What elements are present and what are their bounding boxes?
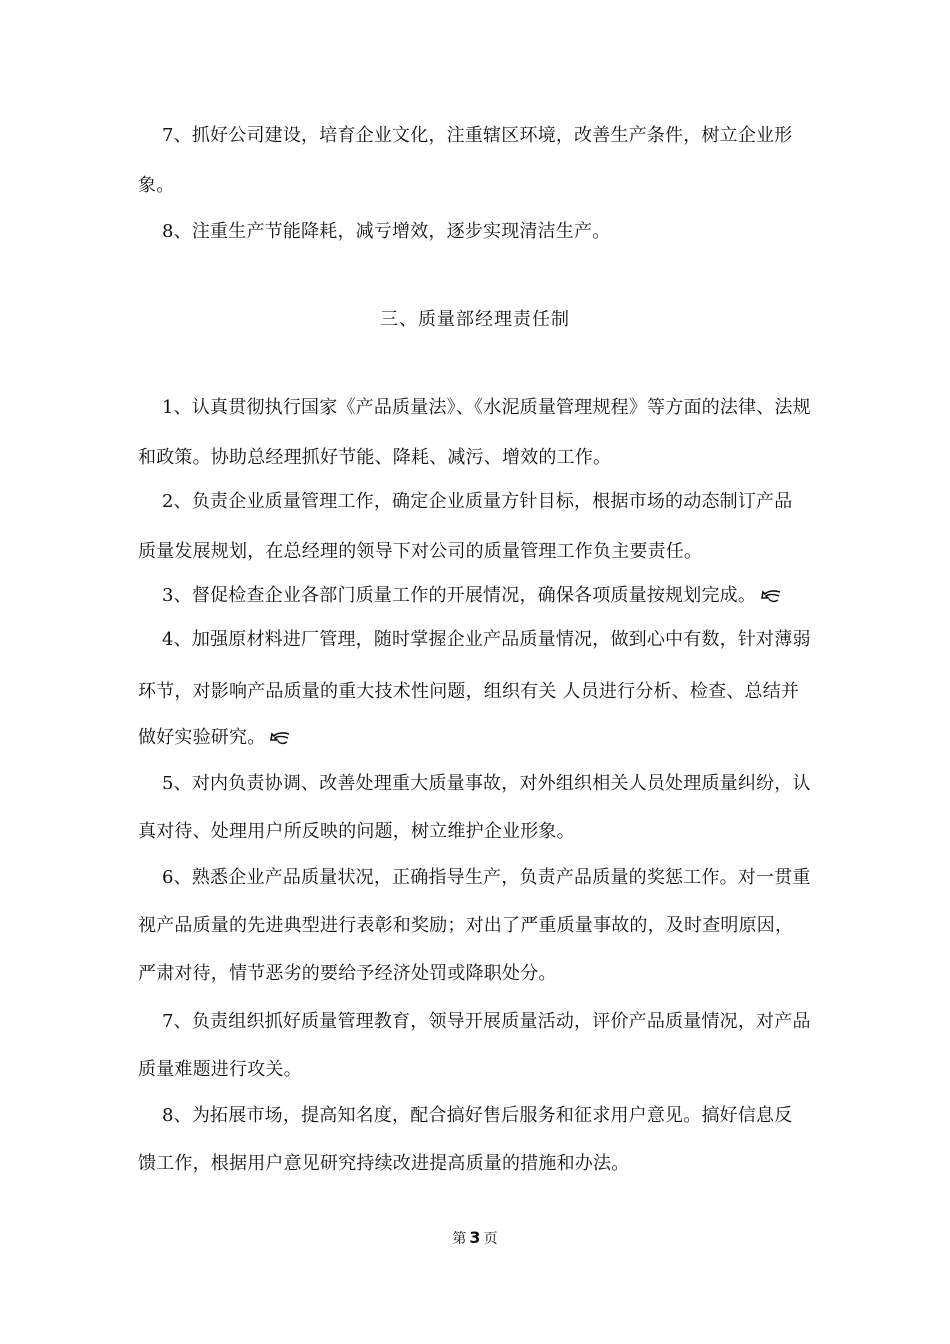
page-number [0, 1228, 950, 1249]
item-1-line-1: 1、认真贯彻执行国家《产品质量法》、《水泥质量管理规程》等方面的法律、法规 [162, 397, 811, 418]
item-4-line-3 [138, 726, 818, 750]
item-8-line-1: 8、为拓展市场，提高知名度，配合搞好售后服务和征求用户意见。搞好信息反 [162, 1105, 793, 1126]
return-arrow-icon [269, 731, 291, 745]
page-number-value: 3 [469, 1228, 481, 1247]
item-8-line-2: 馈工作，根据用户意见研究持续改进提高质量的措施和办法。 [138, 1153, 630, 1174]
paragraph-7-line-2: 象。 [138, 175, 175, 196]
item-4-line-1: 4、加强原材料进厂管理，随时掌握企业产品质量情况，做到心中有数，针对薄弱 [162, 629, 811, 650]
item-5-line-2: 真对待、处理用户所反映的问题，树立维护企业形象。 [138, 821, 575, 842]
section-heading: 三、质量部经理责任制 [380, 309, 570, 330]
page-number-suffix: 页 [483, 1231, 498, 1247]
item-3-line-1 [162, 584, 842, 608]
item-4-line-3-text: 做好实验研究。 [138, 727, 266, 748]
item-5-line-1: 5、对内负责协调、改善处理重大质量事故，对外组织相关人员处理质量纠纷，认 [162, 773, 811, 794]
page-number-prefix: 第 [452, 1231, 467, 1247]
item-6-line-1: 6、熟悉企业产品质量状况，正确指导生产，负责产品质量的奖惩工作。对一贯重 [162, 867, 811, 888]
item-3-text: 3、督促检查企业各部门质量工作的开展情况，确保各项质量按规划完成。 [162, 585, 757, 606]
item-7-line-2: 质量难题进行攻关。 [138, 1059, 302, 1080]
item-1-line-2: 和政策。协助总经理抓好节能、降耗、减污、增效的工作。 [138, 447, 612, 468]
item-6-line-3: 严肃对待，情节恶劣的要给予经济处罚或降职处分。 [138, 963, 557, 984]
item-2-line-2: 质量发展规划，在总经理的领导下对公司的质量管理工作负主要责任。 [138, 541, 703, 562]
item-7-line-1: 7、负责组织抓好质量管理教育，领导开展质量活动，评价产品质量情况，对产品 [162, 1011, 811, 1032]
return-arrow-icon [760, 589, 782, 603]
item-4-line-2: 环节，对影响产品质量的重大技术性问题，组织有关 人员进行分析、检查、总结并 [138, 681, 800, 702]
paragraph-7-line-1: 7、抓好公司建设，培育企业文化，注重辖区环境，改善生产条件，树立企业形 [162, 125, 793, 146]
item-6-line-2: 视产品质量的先进典型进行表彰和奖励；对出了严重质量事故的，及时查明原因， [138, 915, 794, 936]
item-2-line-1: 2、负责企业质量管理工作，确定企业质量方针目标，根据市场的动态制订产品 [162, 491, 793, 512]
paragraph-8-line-1: 8、注重生产节能降耗，减亏增效，逐步实现清洁生产。 [162, 221, 611, 242]
